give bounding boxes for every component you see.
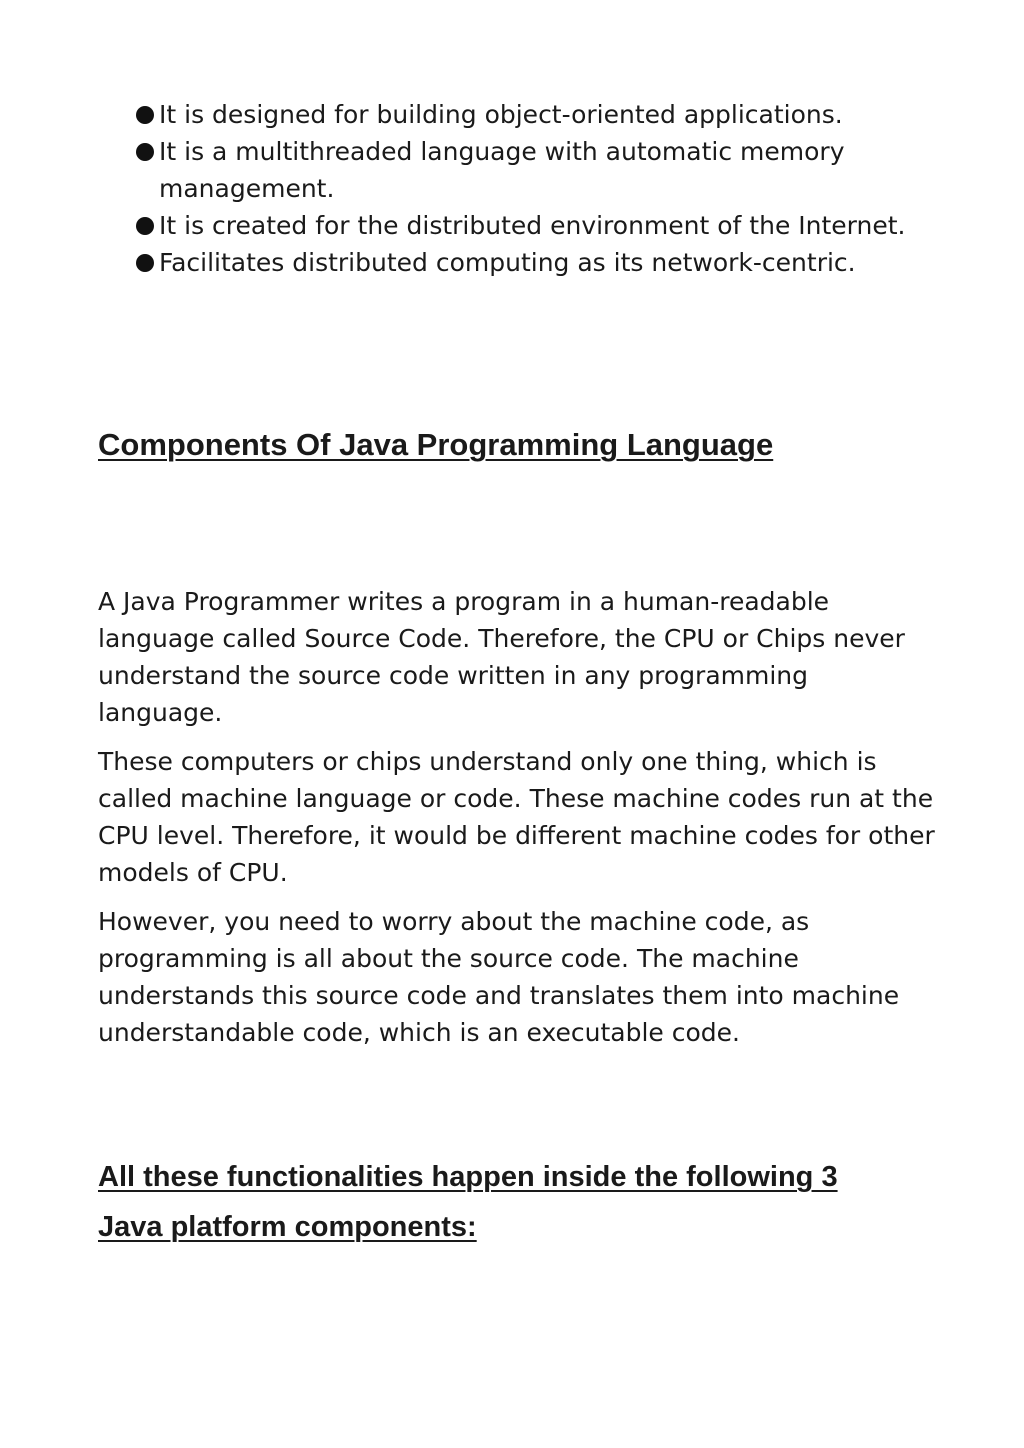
- section-heading-components: Components Of Java Programming Language: [98, 427, 774, 462]
- body-text: [98, 583, 938, 1063]
- bullet-dot-icon: [136, 254, 154, 272]
- bullet-item: [134, 133, 954, 207]
- feature-bullet-list: [134, 96, 954, 281]
- bullet-text: It is created for the distributed environment of the Internet.: [159, 211, 906, 240]
- paragraph: These computers or chips understand only one thing, which is called machine language or code. These machine codes run at the CPU level. Therefore, it would be different machine codes for other models of CPU.: [98, 747, 935, 887]
- bullet-dot-icon: [136, 217, 154, 235]
- bullet-dot-icon: [136, 106, 154, 124]
- bullet-dot-icon: [136, 143, 154, 161]
- bullet-item: [134, 96, 954, 133]
- bullet-item: [134, 244, 954, 281]
- bullet-text: Facilitates distributed computing as its network-centric.: [159, 248, 856, 277]
- paragraph: However, you need to worry about the machine code, as programming is all about the source code. The machine understands this source code and translates them into machine understandable code, which is an executable code.: [98, 907, 900, 1047]
- bullet-item: [134, 207, 954, 244]
- section-heading-platform-components: All these functionalities happen inside the following 3 Java platform components:: [98, 1161, 838, 1243]
- paragraph: A Java Programmer writes a program in a human-readable language called Source Code. Therefore, the CPU or Chips never understand the source code written in any programming language.: [98, 587, 905, 727]
- bullet-text: It is designed for building object-oriented applications.: [159, 100, 843, 129]
- bullet-text: It is a multithreaded language with automatic memory management.: [159, 137, 845, 203]
